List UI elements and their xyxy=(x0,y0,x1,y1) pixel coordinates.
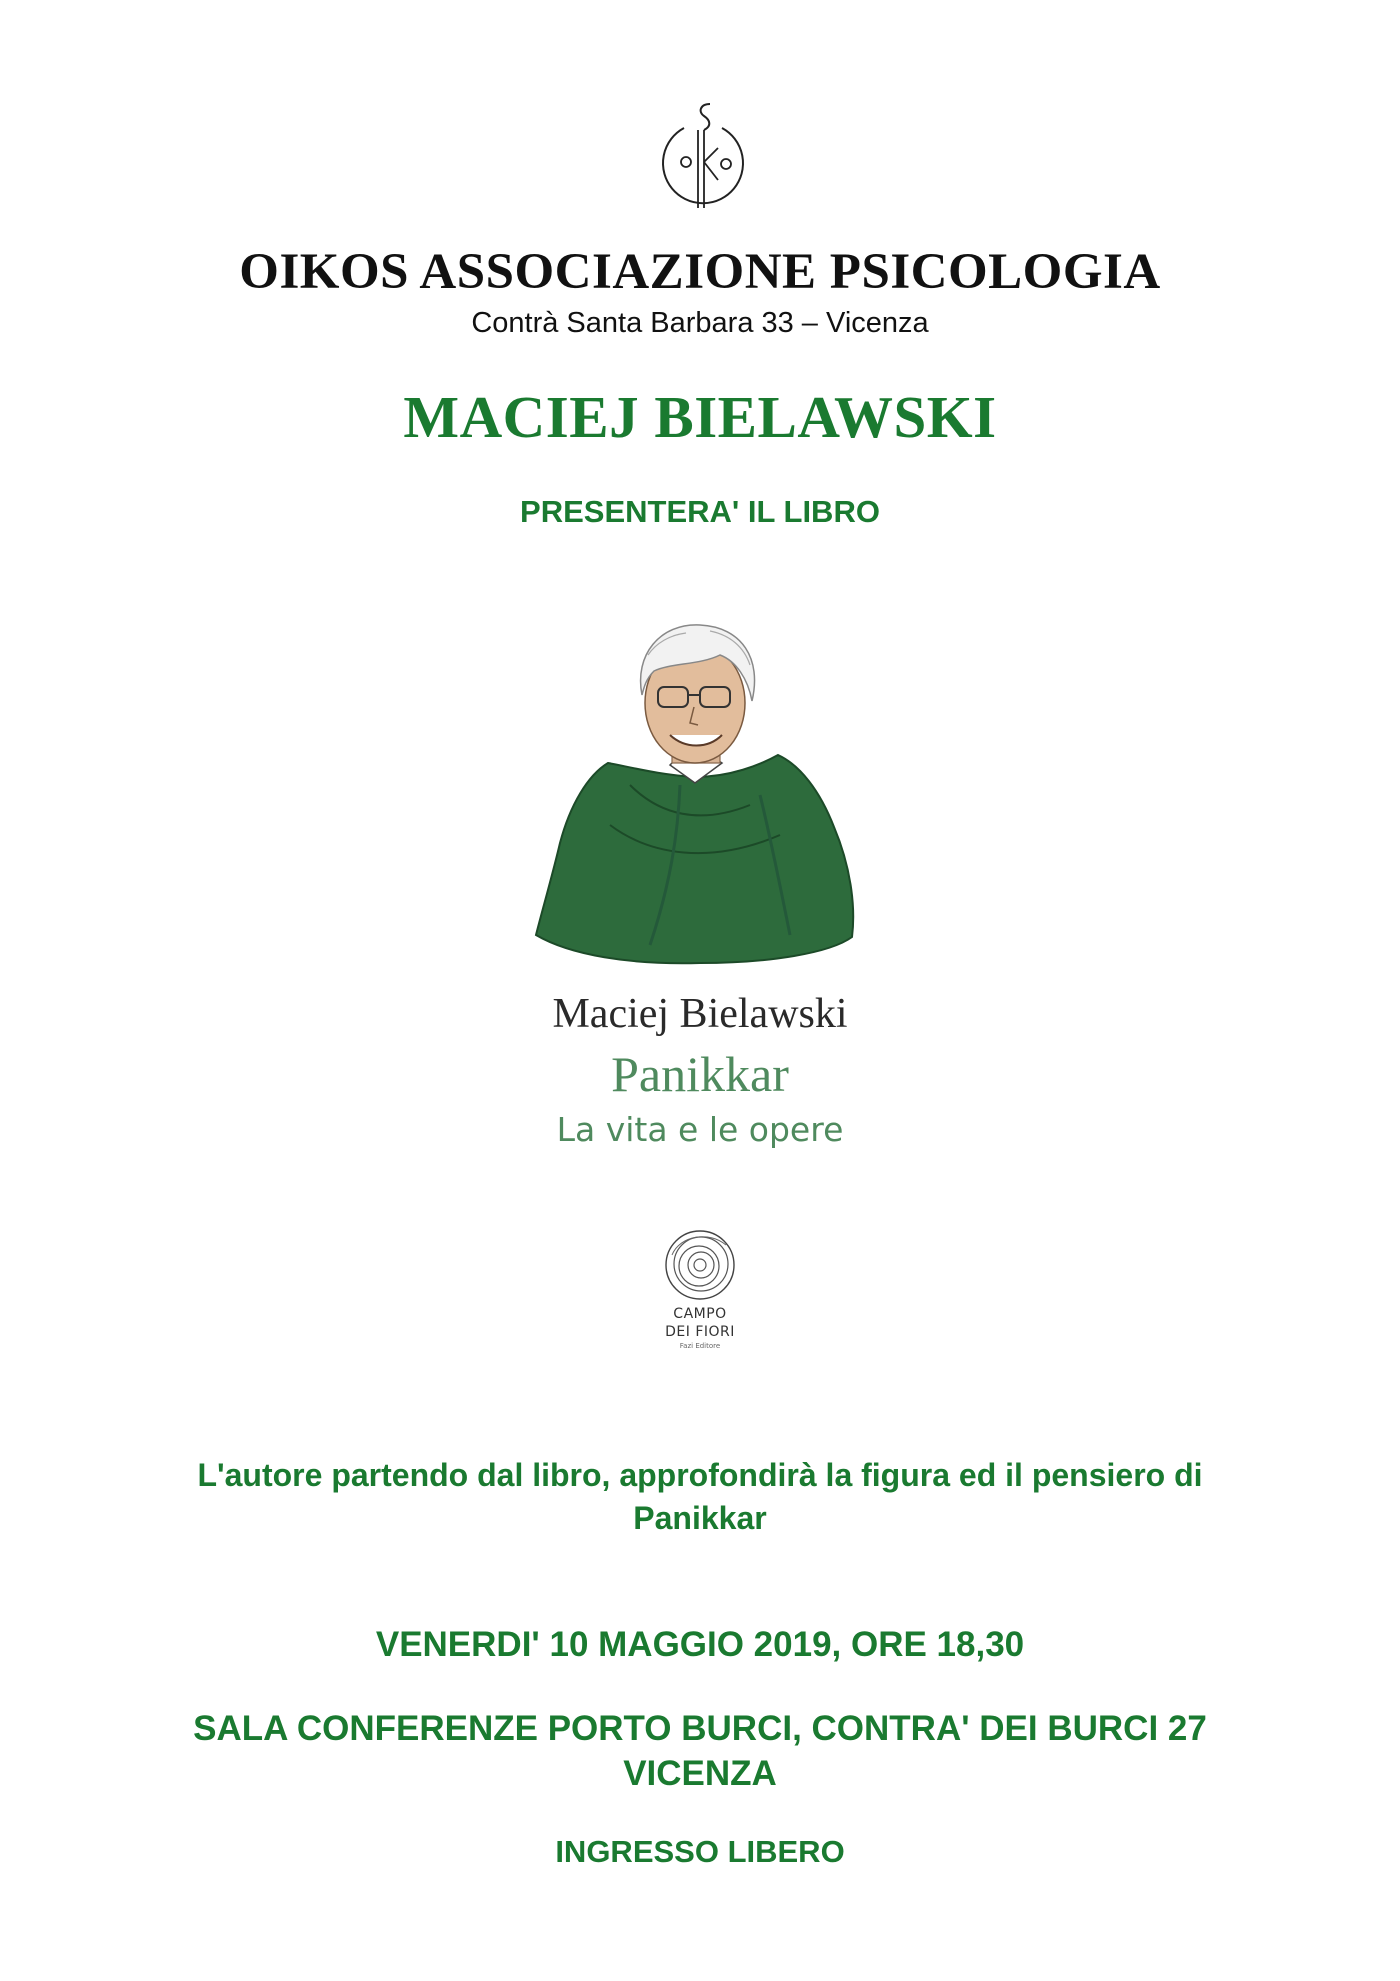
org-name: OIKOS ASSOCIAZIONE PSICOLOGIA xyxy=(239,244,1161,300)
venue-line-2: VICENZA xyxy=(623,1754,777,1793)
description-line-2: Panikkar xyxy=(633,1500,767,1536)
presents-label: PRESENTERA' IL LIBRO xyxy=(520,494,880,529)
spiral-rose-logo-icon xyxy=(660,1225,740,1305)
event-description xyxy=(100,1454,1300,1540)
entry-note: INGRESSO LIBERO xyxy=(555,1834,845,1869)
publisher-line-2: DEI FIORI xyxy=(665,1324,735,1340)
cover-author: Maciej Bielawski xyxy=(552,991,848,1037)
publisher-line-3: Fazi Editore xyxy=(679,1342,721,1350)
cover-subtitle: La vita e le opere xyxy=(556,1110,844,1149)
portrait-illustration xyxy=(530,615,860,965)
publisher-line-1: CAMPO xyxy=(673,1306,727,1322)
event-venue xyxy=(100,1706,1300,1796)
description-line-1: L'autore partendo dal libro, approfondirà la figura ed il pensiero di xyxy=(197,1457,1203,1493)
cover-title: Panikkar xyxy=(611,1046,789,1102)
speaker-name: MACIEJ BIELAWSKI xyxy=(403,384,997,450)
event-date: VENERDI' 10 MAGGIO 2019, ORE 18,30 xyxy=(375,1625,1025,1664)
org-address: Contrà Santa Barbara 33 – Vicenza xyxy=(471,307,929,339)
venue-line-1: SALA CONFERENZE PORTO BURCI, CONTRA' DEI BURCI 27 xyxy=(193,1709,1207,1748)
oikos-logo-icon xyxy=(640,100,764,222)
